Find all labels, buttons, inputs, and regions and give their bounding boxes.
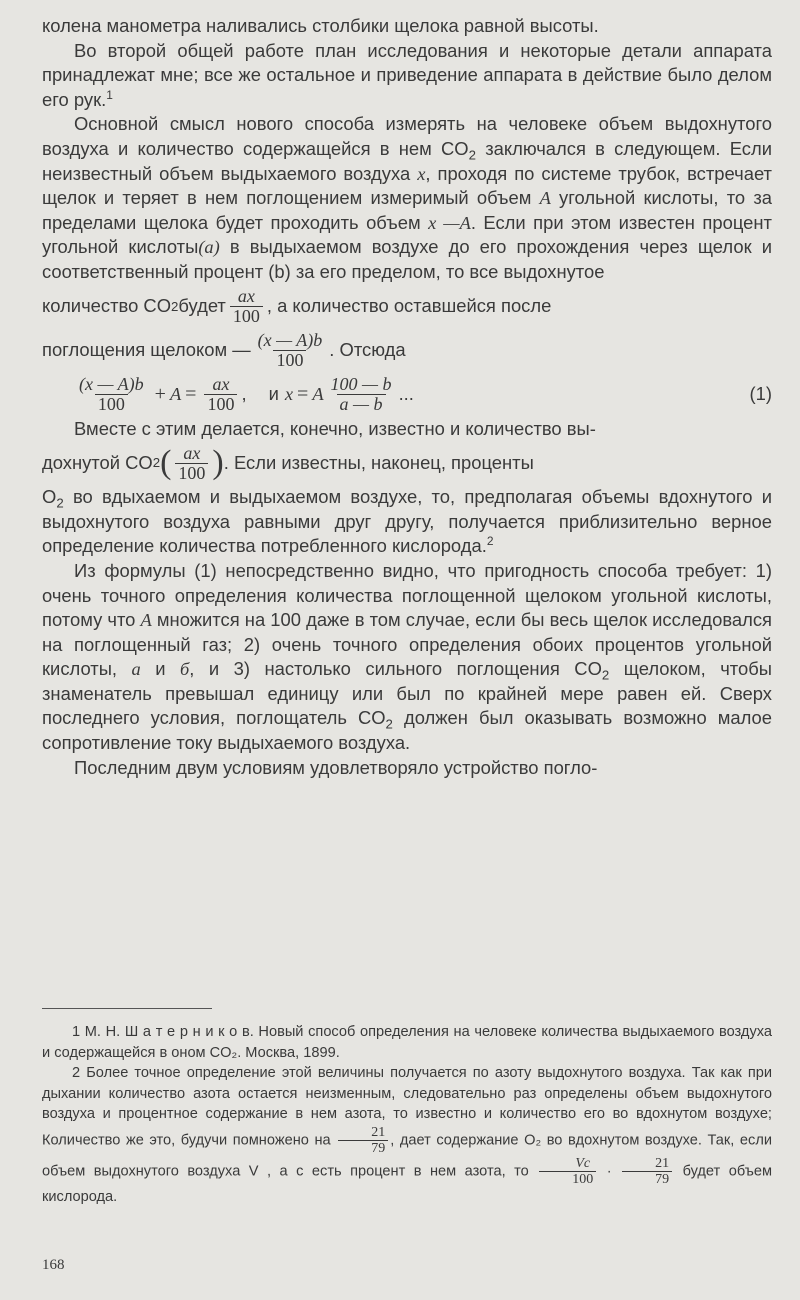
text: , проходя по системе трубок, встречает щелок и теряет в нем поглощением измеримый объем xyxy=(42,162,772,209)
text: 1 М. Н. Ш а т е р н и к о в. Новый способ определения на человеке количества выдыхаемого воздуха и содержащейся в оном CO₂. Москва, 1899. xyxy=(42,1024,772,1061)
math-var: б xyxy=(180,659,190,680)
denominator: 79 xyxy=(622,1171,672,1187)
operator: + xyxy=(154,383,166,406)
subscript: 2 xyxy=(385,717,393,733)
denominator: 100 xyxy=(539,1171,596,1187)
paragraph xyxy=(42,14,772,39)
math-var: x xyxy=(284,384,294,405)
text: , дает содержание O₂ во вдохнутом воздухе. Так, если объем выдохнутого воздуха V , а c есть процент в нем азота, то xyxy=(42,1132,772,1180)
footnote-ref: 2 xyxy=(486,534,494,549)
fraction xyxy=(622,1156,672,1187)
fraction xyxy=(328,375,395,414)
subscript: 2 xyxy=(468,147,476,163)
text: Основной смысл нового способа измерять на человеке объем выдохнутого воздуха и количество содержащейся в нем CO xyxy=(42,113,772,159)
numerator: 21 xyxy=(655,1155,670,1171)
numerator: (x — A)b xyxy=(257,330,323,351)
numerator: (x — A)b xyxy=(79,374,144,395)
fraction xyxy=(539,1156,596,1187)
denominator: 100 xyxy=(273,350,306,370)
math-var: A xyxy=(140,610,152,631)
text: и xyxy=(140,658,181,680)
text: Из формулы (1) непосредственно видно, что пригодность способа требует: 1) очень точного определения количества поглощенной щелоком угольной кислоты, потому что xyxy=(42,559,772,631)
paragraph xyxy=(42,39,772,113)
text: будет xyxy=(178,295,226,317)
numerator: ax xyxy=(212,374,230,395)
text: будет объем кислорода. xyxy=(42,1163,772,1205)
text: угольной кислоты, то за пределами щелока будет проходить объем xyxy=(42,187,772,233)
footnote-ref: 1 xyxy=(106,87,113,102)
denominator: 100 xyxy=(95,394,128,414)
text: множится на 100 даже в том случае, если бы весь щелок исследовался на поглощенный газ; 2) очень точного определения обоих процентов угольной кислоты, xyxy=(42,609,772,680)
text: , а количество оставшейся после xyxy=(266,295,552,317)
denominator: a — b xyxy=(337,394,386,414)
math-var: A xyxy=(312,384,324,405)
footnote-1 xyxy=(42,1022,772,1063)
punct: ... xyxy=(398,383,414,405)
bracket: ) xyxy=(212,444,224,482)
paragraph xyxy=(42,485,772,559)
fraction xyxy=(204,375,237,414)
main-text xyxy=(42,14,772,780)
numerator: ax xyxy=(183,442,201,463)
text: должен был оказывать возможно малое сопротивление току выдыхаемого воздуха. xyxy=(42,707,772,754)
numerator: 21 xyxy=(371,1124,386,1140)
text: дохнутой CO xyxy=(42,451,153,473)
math-var: A xyxy=(539,188,551,209)
denominator: 100 xyxy=(230,306,263,326)
text: и xyxy=(268,383,279,405)
fraction xyxy=(338,1125,388,1156)
operator: = xyxy=(297,383,309,406)
math-line xyxy=(42,329,772,373)
text: . Отсюда xyxy=(329,339,406,361)
fraction xyxy=(76,375,147,414)
text: . Если при этом известен процент угольной кислоты xyxy=(42,211,772,258)
fraction xyxy=(230,287,263,326)
text: Во второй общей работе план исследования и некоторые детали аппарата принадлежат мне; все же остальное и приведение аппарата в действие было делом его рук. xyxy=(42,39,772,110)
equation-1 xyxy=(42,373,772,417)
text: в выдыхаемом воздухе до его прохождения через щелок и соответственный процент (b) за его пределом, то все выдохнутое xyxy=(42,236,772,282)
text: во вдыхаемом и выдыхаемом воздухе, то, предполагая объемы вдохнутого и выдохнутого воздуха равными друг другу, получается приблизительно верное определение количества потребленного кислорода. xyxy=(42,486,772,557)
numerator: ax xyxy=(237,286,255,307)
math-var: (a) xyxy=(198,237,220,258)
subscript: 2 xyxy=(601,667,610,683)
text: 2 Более точное определение этой величины получается по азоту выдохнутого воздуха. Так как при дыхании количество азота остается неизменным, следовательно раз определены объем выдохнутого воздуха и процентное содержание в нем азота, то известно и количество его во вдохнутом воздухе; Количество же это, будучи помножено на xyxy=(42,1065,772,1149)
text: щелоком, чтобы знаменатель превышал единицу или был по крайней мере равен ей. Сверх последнего условия, поглощатель CO xyxy=(42,658,772,729)
punct: , xyxy=(241,383,247,405)
text: Последним двум условиям удовлетворяло устройство погло- xyxy=(74,756,598,778)
operator: · xyxy=(606,1163,612,1180)
math-var: x xyxy=(417,163,426,184)
paragraph xyxy=(42,417,772,442)
text: . Если известны, наконец, проценты xyxy=(223,451,534,473)
equation-number: (1) xyxy=(749,383,772,405)
subscript: 2 xyxy=(56,495,64,511)
math-var: a xyxy=(131,659,141,680)
text: колена манометра наливались столбики щелока равной высоты. xyxy=(42,15,599,36)
footnote-2 xyxy=(42,1063,772,1207)
text: O xyxy=(42,486,57,508)
text: поглощения щелоком — xyxy=(42,339,251,361)
fraction xyxy=(175,444,208,483)
fraction xyxy=(255,331,326,370)
paragraph xyxy=(42,559,772,756)
denominator: 100 xyxy=(204,394,237,414)
math-line: дохнутой CO 2 ( $\frac{ax}{100}$ ) . Если известны, наконец, проценты xyxy=(42,442,534,483)
text: , и 3) настолько сильного поглощения CO xyxy=(189,658,602,680)
denominator: 100 xyxy=(175,463,208,483)
numerator: Vc xyxy=(575,1155,591,1171)
footnotes xyxy=(42,1022,772,1208)
paragraph xyxy=(42,112,772,284)
footnote-divider xyxy=(42,1008,212,1009)
math-var: A xyxy=(169,384,182,405)
page-number: 168 xyxy=(42,1257,65,1273)
operator: = xyxy=(185,383,197,406)
denominator: 79 xyxy=(338,1140,388,1156)
text: Вместе с этим делается, конечно, известно и количество вы- xyxy=(74,417,596,439)
text: количество CO xyxy=(42,295,171,317)
numerator: 100 — b xyxy=(330,374,392,395)
paragraph xyxy=(42,756,772,781)
math-expr: x —A xyxy=(428,212,471,233)
bracket: ( xyxy=(160,444,172,482)
text: заключался в следующем. Если неизвестный объем выдыхаемого воздуха xyxy=(42,137,772,184)
math-line: количество CO 2 будет $\frac{ax}{100}$ , а количество оставшейся после xyxy=(42,286,552,327)
